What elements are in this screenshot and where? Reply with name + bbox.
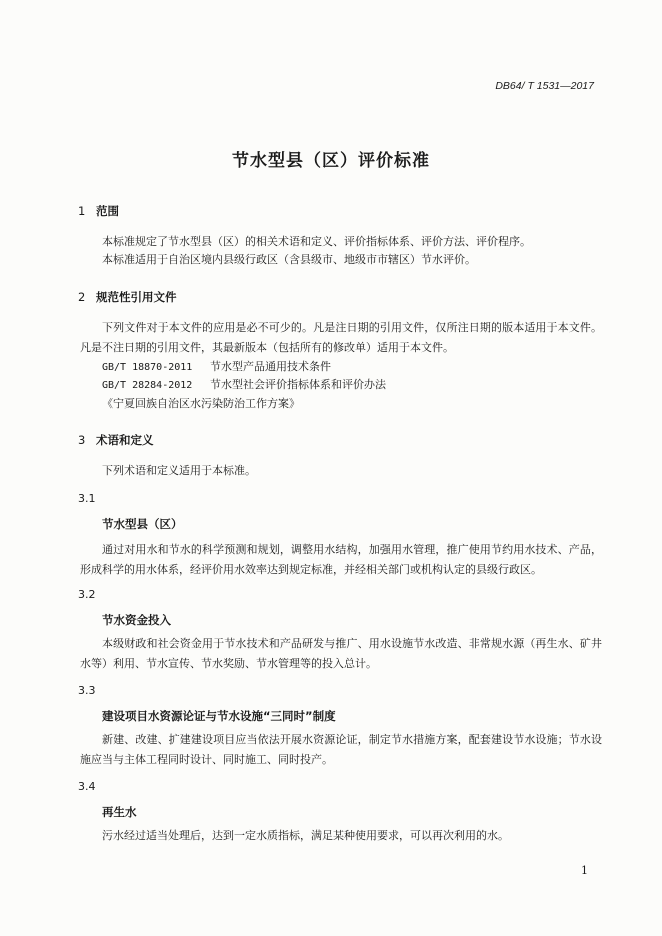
section-heading-terms <box>78 432 154 448</box>
term-definition: 污水经过适当处理后，达到一定水质指标，满足某种使用要求，可以再次利用的水。 <box>102 829 509 842</box>
section-title: 术语和定义 <box>96 433 154 447</box>
scope-paragraph-1: 本标准规定了节水型县（区）的相关术语和定义、评价指标体系、评价方法、评价程序。 <box>102 235 531 248</box>
reference-title: 《宁夏回族自治区水污染防治工作方案》 <box>102 397 300 410</box>
section-heading-normative-refs <box>78 289 177 305</box>
term-number: 3.4 <box>78 780 96 793</box>
term-definition: 新建、改建、扩建建设项目应当依法开展水资源论证，制定节水措施方案，配套建设节水设施；节水设施应当与主体工程同时设计、同时施工、同时投产。 <box>80 733 602 766</box>
scope-paragraph-2: 本标准适用于自治区境内县级行政区（含县级市、地级市市辖区）节水评价。 <box>102 253 476 266</box>
term-definition: 本级财政和社会资金用于节水技术和产品研发与推广、用水设施节水改造、非常规水源（再生水、矿井水等）利用、节水宣传、节水奖励、节水管理等的投入总计。 <box>80 637 602 670</box>
reference-item <box>102 358 331 374</box>
section-title: 规范性引用文件 <box>96 290 177 304</box>
term-title: 再生水 <box>102 805 137 819</box>
section-heading-scope <box>78 203 119 219</box>
term-definition: 通过对用水和节水的科学预测和规划，调整用水结构，加强用水管理，推广使用节约用水技术、产品，形成科学的用水体系，经评价用水效率达到规定标准，并经相关部门或机构认定的县级行政区。 <box>80 543 602 576</box>
reference-code: GB/T 28284-2012 <box>102 380 193 391</box>
reference-code: GB/T 18870-2011 <box>102 362 193 373</box>
standard-code: DB64/ T 1531—2017 <box>495 80 594 92</box>
page-number: 1 <box>581 864 588 877</box>
term-number: 3.2 <box>78 588 96 601</box>
section-number: 3 <box>78 433 86 447</box>
reference-title: 节水型产品通用技术条件 <box>210 360 331 373</box>
term-number: 3.1 <box>78 492 96 505</box>
section-number: 2 <box>78 290 86 304</box>
section-number: 1 <box>78 204 86 218</box>
reference-item <box>102 395 300 411</box>
terms-intro: 下列术语和定义适用于本标准。 <box>102 464 256 477</box>
document-title: 节水型县（区）评价标准 <box>232 151 430 171</box>
section-title: 范围 <box>96 204 119 218</box>
normative-refs-intro: 下列文件对于本文件的应用是必不可少的。凡是注日期的引用文件，仅所注日期的版本适用于本文件。凡是不注日期的引用文件，其最新版本（包括所有的修改单）适用于本文件。 <box>80 321 602 354</box>
term-title: 节水型县（区） <box>102 517 183 531</box>
reference-item <box>102 376 386 392</box>
term-title: 节水资金投入 <box>102 613 171 627</box>
reference-title: 节水型社会评价指标体系和评价办法 <box>210 378 386 391</box>
term-title: 建设项目水资源论证与节水设施“三同时”制度 <box>102 709 336 723</box>
term-number: 3.3 <box>78 684 96 697</box>
